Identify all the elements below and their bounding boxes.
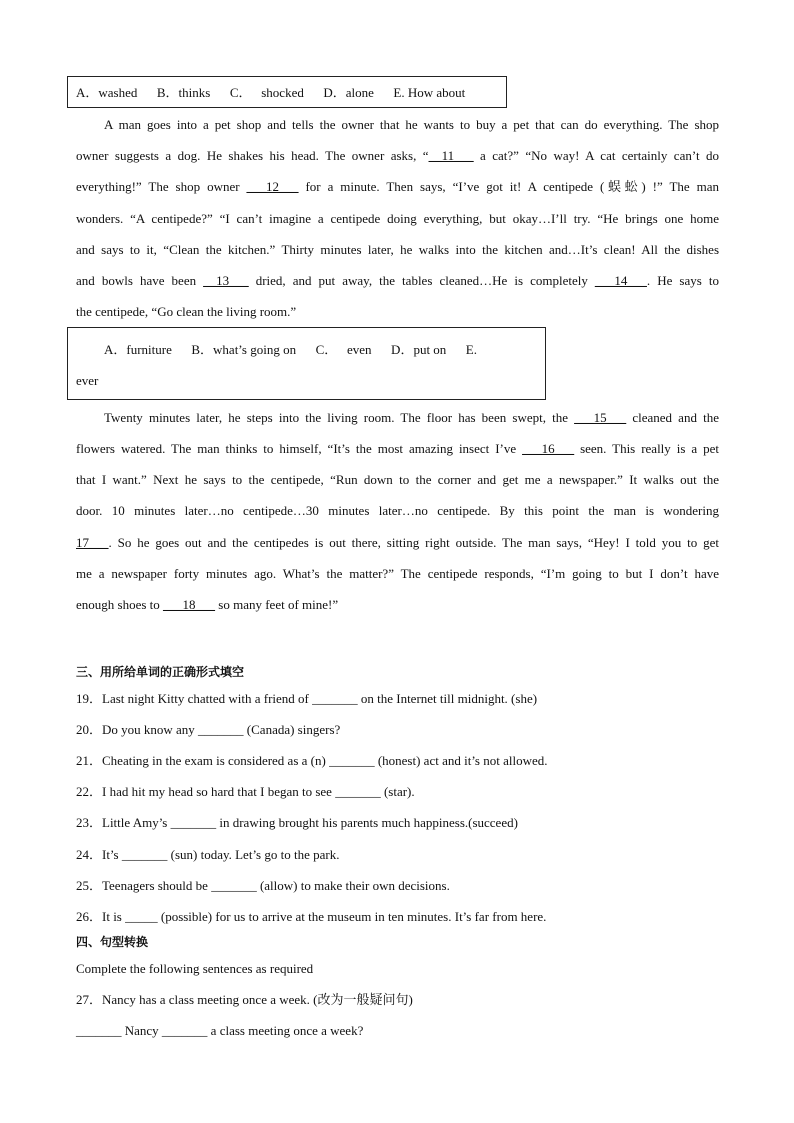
blank-11[interactable]: __11___ <box>428 148 474 163</box>
para1-line1: A man goes into a pet shop and tells the owner that he wants to buy a pet that can do everything. The shop <box>104 117 719 132</box>
para1-line5: and says to it, “Clean the kitchen.” Thirty minutes later, he walks into the kitchen and…It’s clean! All the dishes <box>76 242 719 257</box>
word-bank-options-1: A．washed B．thinks C． shocked D．alone E. How about <box>76 85 466 100</box>
para1-text: owner suggests a dog. He shakes his head. The owner asks, “ <box>76 148 429 163</box>
word-bank-options-2-cont: ever <box>76 373 99 388</box>
para1-line3 <box>76 179 719 195</box>
question-20[interactable]: 20．Do you know any _______ (Canada) singers? <box>76 722 341 737</box>
section3-title: 三、用所给单词的正确形式填空 <box>76 665 245 679</box>
para1-text: a cat?” “No way! A cat certainly can’t do <box>473 148 719 163</box>
question-19[interactable]: 19．Last night Kitty chatted with a friend of _______ on the Internet till midnight. (she) <box>76 691 538 706</box>
para1-text: and bowls have been <box>76 273 204 288</box>
question-21[interactable]: 21．Cheating in the exam is considered as a (n) _______ (honest) act and it’s not allowed. <box>76 753 548 768</box>
para2-line6: me a newspaper forty minutes ago. What’s the matter?” The centipede responds, “I’m going to but I don’t have <box>76 566 719 581</box>
para1-text: for a minute. Then says, “I’ve got it! A centipede (蜈蚣) !” The man <box>298 179 720 194</box>
para2-line5 <box>76 535 719 551</box>
blank-13[interactable]: __13___ <box>203 273 249 288</box>
para2-text: flowers watered. The man thinks to himself, “It’s the most amazing insect I’ve <box>76 441 523 456</box>
blank-18[interactable]: ___18___ <box>163 597 216 612</box>
para2-line4: door. 10 minutes later…no centipede…30 minutes later…no centipede. By this point the man is wondering <box>76 503 719 518</box>
blank-14[interactable]: ___14___ <box>594 273 647 288</box>
section4-instruction: Complete the following sentences as required <box>76 961 314 976</box>
section4-title: 四、句型转换 <box>76 935 149 949</box>
para1-line4: wonders. “A centipede?” “I can’t imagine a centipede doing everything, but okay…I’ll try. “He brings one home <box>76 211 719 226</box>
para1-text: . He says to <box>646 273 719 288</box>
para2-text: enough shoes to <box>76 597 164 612</box>
para2-text: cleaned and the <box>626 410 719 425</box>
question-24[interactable]: 24．It’s _______ (sun) today. Let’s go to the park. <box>76 847 340 862</box>
question-25[interactable]: 25．Teenagers should be _______ (allow) to make their own decisions. <box>76 878 450 893</box>
para1-text: dried, and put away, the tables cleaned…He is completely <box>248 273 595 288</box>
para1-line7: the centipede, “Go clean the living room.” <box>76 304 297 319</box>
question-26[interactable]: 26．It is _____ (possible) for us to arrive at the museum in ten minutes. It’s far from here. <box>76 909 547 924</box>
para2-line1 <box>104 410 719 426</box>
word-bank-options-2: A．furniture B．what’s going on C． even D．put on E. <box>104 342 477 357</box>
question-27: 27．Nancy has a class meeting once a week. (改为一般疑问句) <box>76 992 413 1007</box>
para2-text: seen. This really is a pet <box>574 441 719 456</box>
para2-text: . So he goes out and the centipedes is out there, sitting right outside. The man says, “Hey! I told you to get <box>108 535 719 550</box>
blank-12[interactable]: ___12___ <box>246 179 299 194</box>
para1-line2 <box>76 148 719 164</box>
para1-line6 <box>76 273 719 289</box>
word-bank-box-2 <box>67 327 546 400</box>
blank-17[interactable]: 17___ <box>76 535 109 550</box>
question-23[interactable]: 23．Little Amy’s _______ in drawing brought his parents much happiness.(succeed) <box>76 815 518 830</box>
blank-16[interactable]: ___16___ <box>522 441 575 456</box>
para2-line7 <box>76 597 719 613</box>
blank-15[interactable]: ___15___ <box>574 410 627 425</box>
word-bank-box-1 <box>67 76 507 108</box>
para1-text: everything!” The shop owner <box>76 179 247 194</box>
para2-line2 <box>76 441 719 457</box>
question-22[interactable]: 22．I had hit my head so hard that I began to see _______ (star). <box>76 784 415 799</box>
para2-text: Twenty minutes later, he steps into the living room. The floor has been swept, the <box>104 410 575 425</box>
para2-line3: that I want.” Next he says to the centipede, “Run down to the corner and get me a newspaper.” It walks out the <box>76 472 719 487</box>
para2-text: so many feet of mine!” <box>215 597 339 612</box>
question-27-answer-line[interactable]: _______ Nancy _______ a class meeting once a week? <box>76 1023 364 1038</box>
